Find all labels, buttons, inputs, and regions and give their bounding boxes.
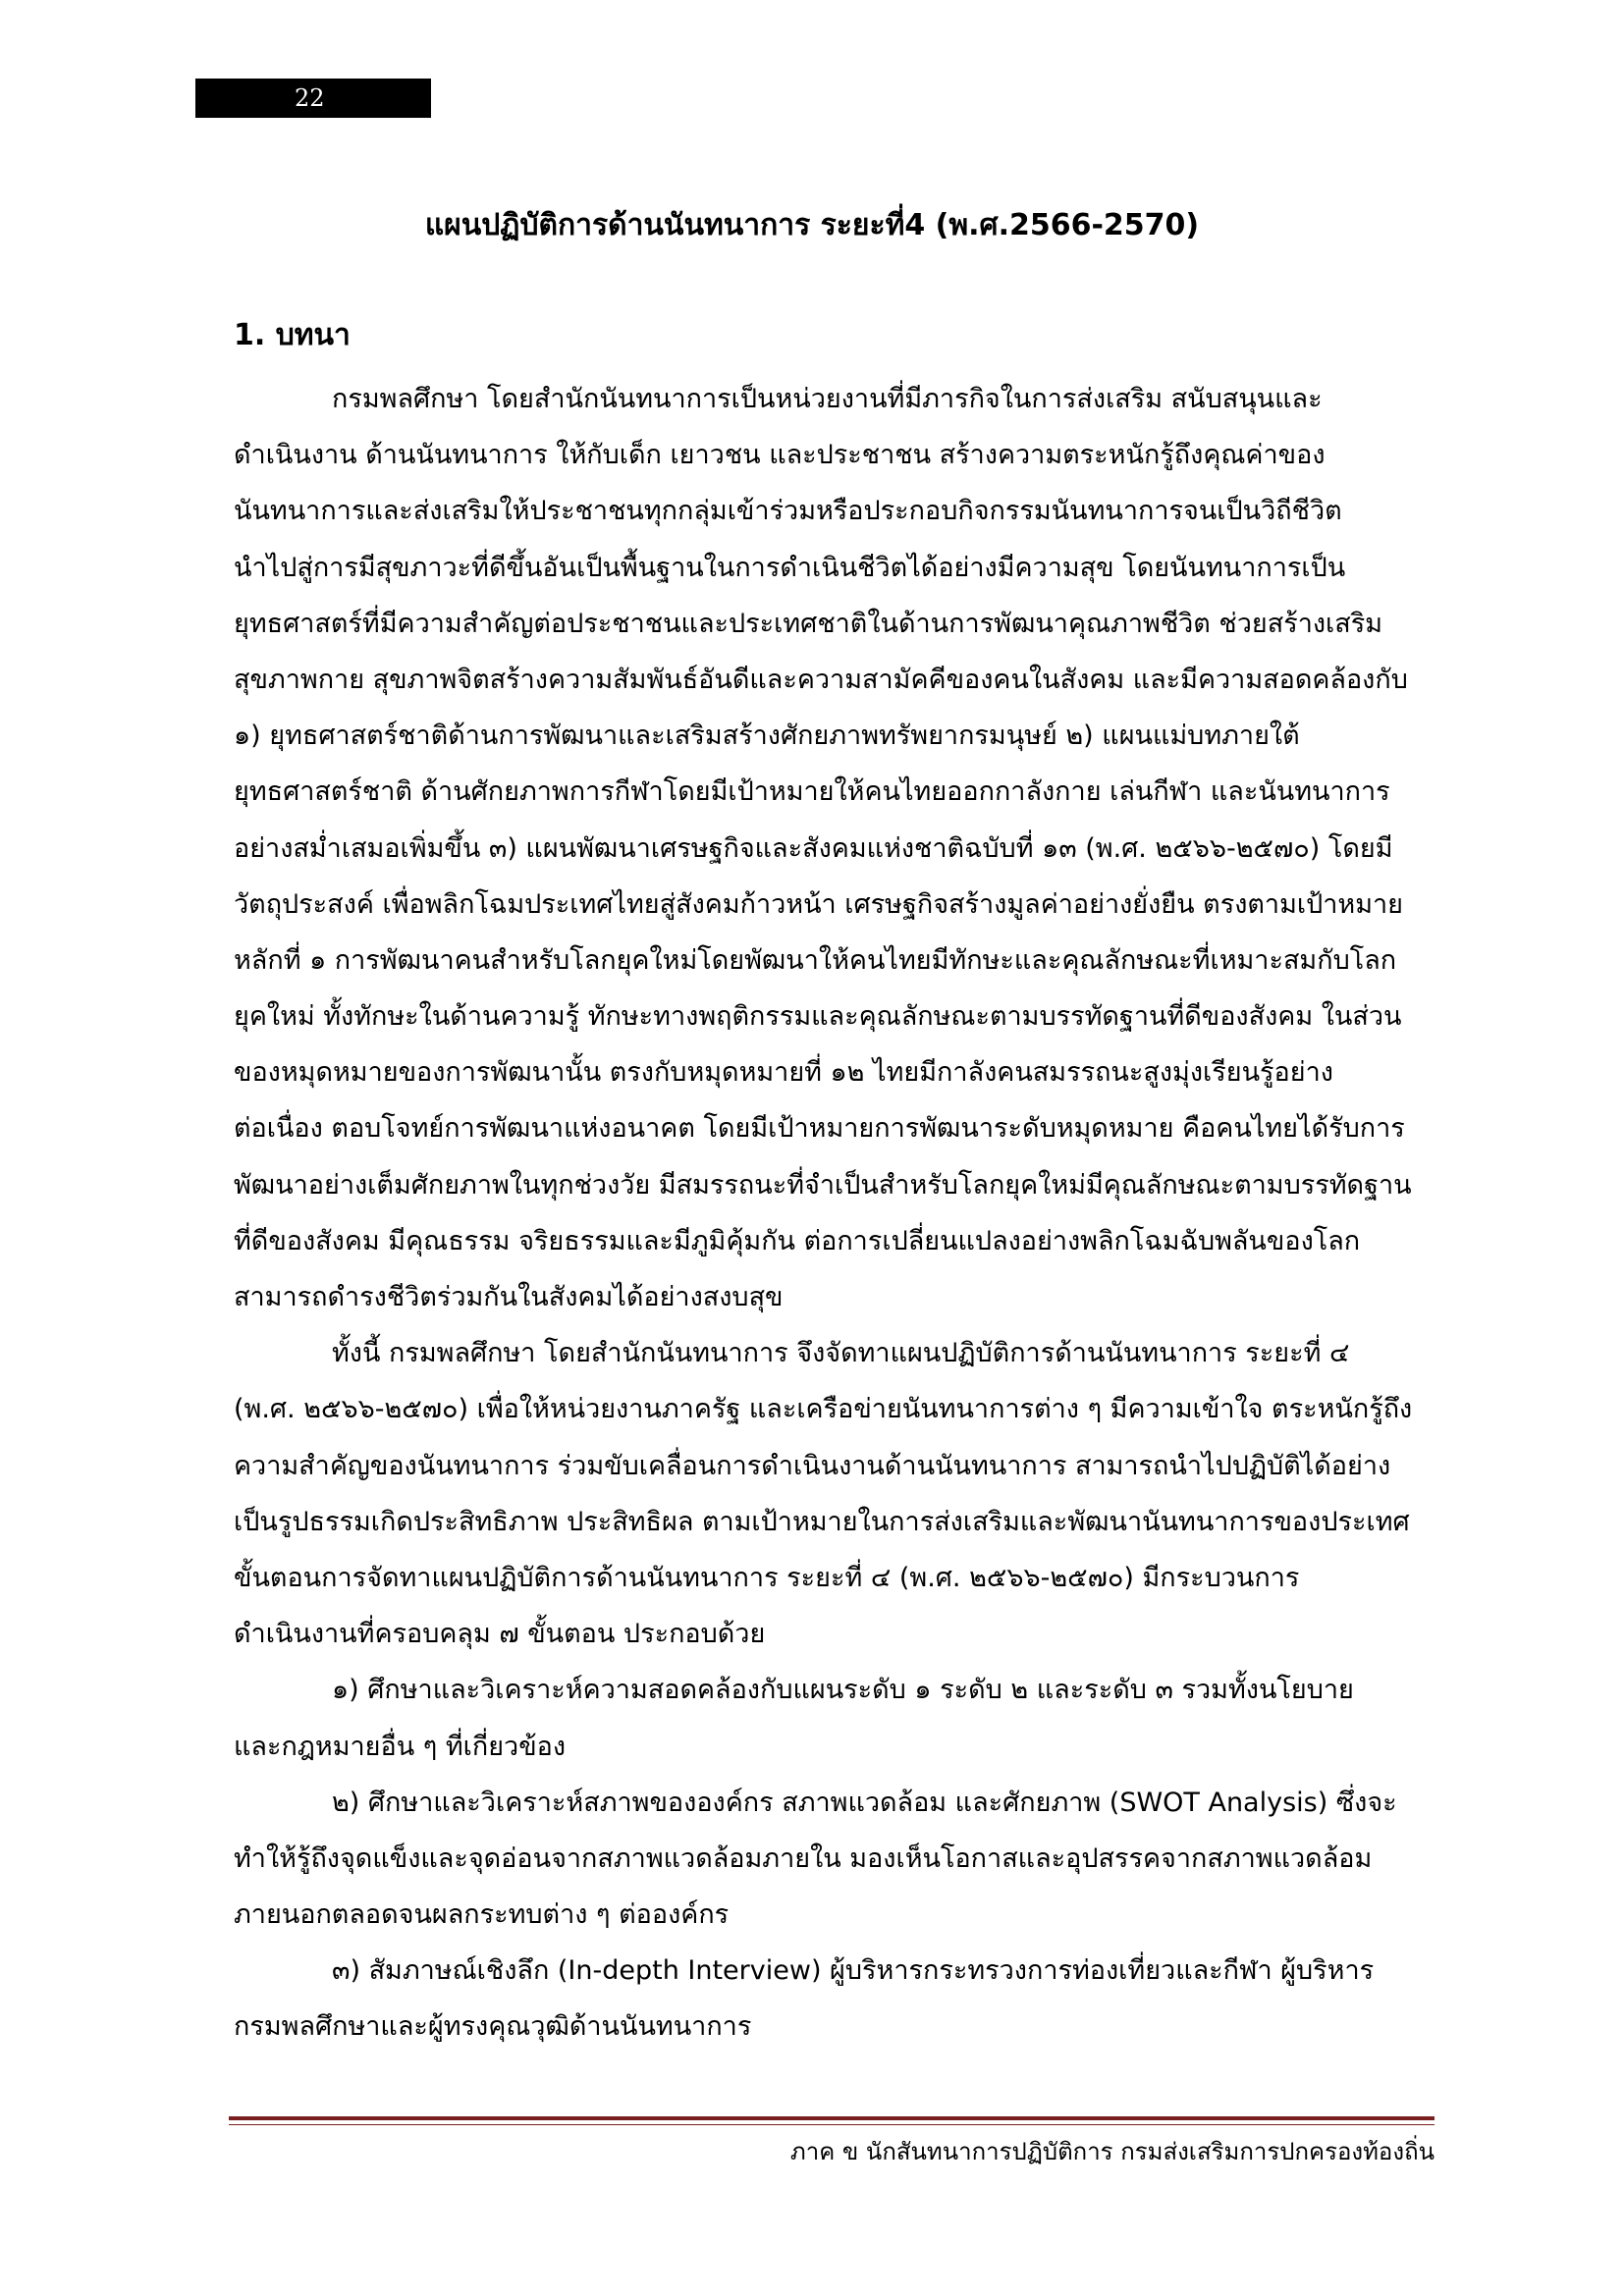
paragraph-line: ทั้งนี้ กรมพลศึกษา โดยสำนักนันทนาการ จึงจัดทาแผนปฏิบัติการด้านนันทนาการ ระยะที่ ๔ bbox=[332, 1338, 1350, 1369]
list-item-line: ๒) ศึกษาและวิเคราะห์สภาพขององค์กร สภาพแวดล้อม และศักยภาพ (SWOT Analysis) ซึ่งจะ bbox=[332, 1787, 1397, 1818]
list-item-line: ทำให้รู้ถึงจุดแข็งและจุดอ่อนจากสภาพแวดล้อมภายใน มองเห็นโอกาสและอุปสรรคจากสภาพแวดล้อม bbox=[234, 1842, 1373, 1874]
paragraph-line: ดำเนินงาน ด้านนันทนาการ ให้กับเด็ก เยาวชน และประชาชน สร้างความตระหนักรู้ถึงคุณค่าของ bbox=[234, 440, 1326, 471]
paragraph-line: ยุทธศาสตร์ที่มีความสำคัญต่อประชาชนและประเทศชาติในด้านการพัฒนาคุณภาพชีวิต ช่วยสร้างเสริม bbox=[234, 608, 1383, 639]
paragraph-line: ๑) ยุทธศาสตร์ชาติด้านการพัฒนาและเสริมสร้างศักยภาพทรัพยากรมนุษย์ ๒) แผนแม่บทภายใต้ bbox=[234, 721, 1300, 752]
footer-divider-thin bbox=[229, 2124, 1435, 2125]
paragraph-line: กรมพลศึกษา โดยสำนักนันทนาการเป็นหน่วยงานที่มีภารกิจในการส่งเสริม สนับสนุนและ bbox=[332, 384, 1323, 414]
paragraph-line: พัฒนาอย่างเต็มศักยภาพในทุกช่วงวัย มีสมรรถนะที่จำเป็นสำหรับโลกยุคใหม่มีคุณลักษณะตามบรรทัดฐาน bbox=[234, 1169, 1412, 1201]
footer-divider-thick bbox=[229, 2116, 1435, 2120]
paragraph-line: ขั้นตอนการจัดทาแผนปฏิบัติการด้านนันทนาการ ระยะที่ ๔ (พ.ศ. ๒๕๖๖-๒๕๗๐) มีกระบวนการ bbox=[234, 1562, 1300, 1593]
body-text bbox=[234, 371, 1434, 2056]
paragraph-line: นันทนาการและส่งเสริมให้ประชาชนทุกกลุ่มเข้าร่วมหรือประกอบกิจกรรมนันทนาการจนเป็นวิถีชีวิต bbox=[234, 496, 1342, 527]
paragraph-line: ต่อเนื่อง ตอบโจทย์การพัฒนาแห่งอนาคต โดยมีเป้าหมายการพัฒนาระดับหมุดหมาย คือคนไทยได้รับการ bbox=[234, 1113, 1405, 1145]
paragraph-line: หลักที่ ๑ การพัฒนาคนสำหรับโลกยุคใหม่โดยพัฒนาให้คนไทยมีทักษะและคุณลักษณะที่เหมาะสมกับโลก bbox=[234, 944, 1397, 976]
footer-text: ภาค ข นักสันทนาการปฏิบัติการ กรมส่งเสริมการปกครองท้องถิ่น bbox=[789, 2138, 1435, 2165]
section-heading: 1. บทนา bbox=[234, 318, 351, 352]
paragraph-line: ยุคใหม่ ทั้งทักษะในด้านความรู้ ทักษะทางพฤติกรรมและคุณลักษณะตามบรรทัดฐานที่ดีของสังคม ในส่วน bbox=[234, 1001, 1402, 1033]
paragraph-line: (พ.ศ. ๒๕๖๖-๒๕๗๐) เพื่อให้หน่วยงานภาครัฐ และเครือข่ายนันทนาการต่าง ๆ มีความเข้าใจ ตระหนักรู้ถึง bbox=[234, 1394, 1413, 1425]
list-item-line: และกฎหมายอื่น ๆ ที่เกี่ยวข้อง bbox=[234, 1731, 567, 1762]
list-item-line: ๑) ศึกษาและวิเคราะห์ความสอดคล้องกับแผนระดับ ๑ ระดับ ๒ และระดับ ๓ รวมทั้งนโยบาย bbox=[332, 1675, 1354, 1706]
page-number: 22 bbox=[295, 84, 325, 112]
paragraph-line: ยุทธศาสตร์ชาติ ด้านศักยภาพการกีฬาโดยมีเป้าหมายให้คนไทยออกกาลังกาย เล่นกีฬา และนันทนาการ bbox=[234, 776, 1390, 808]
paragraph-line: ความสำคัญของนันทนาการ ร่วมขับเคลื่อนการดำเนินงานด้านนันทนาการ สามารถนำไปปฏิบัติได้อย่าง bbox=[234, 1450, 1391, 1481]
paragraph-line: ของหมุดหมายของการพัฒนานั้น ตรงกับหมุดหมายที่ ๑๒ ไทยมีกาลังคนสมรรถนะสูงมุ่งเรียนรู้อย่าง bbox=[234, 1057, 1333, 1089]
paragraph-line: อย่างสม่ำเสมอเพิ่มขึ้น ๓) แผนพัฒนาเศรษฐกิจและสังคมแห่งชาติฉบับที่ ๑๓ (พ.ศ. ๒๕๖๖-๒๕๗๐) โดยมี bbox=[234, 832, 1393, 864]
paragraph-line: ดำเนินงานที่ครอบคลุม ๗ ขั้นตอน ประกอบด้วย bbox=[234, 1619, 766, 1650]
paragraph-line: วัตถุประสงค์ เพื่อพลิกโฉมประเทศไทยสู่สังคมก้าวหน้า เศรษฐกิจสร้างมูลค่าอย่างยั่งยืน ตรงตามเป้าหมาย bbox=[234, 888, 1403, 920]
paragraph-line: นำไปสู่การมีสุขภาวะที่ดีขึ้นอันเป็นพื้นฐานในการดำเนินชีวิตได้อย่างมีความสุข โดยนันทนาการเป็น bbox=[234, 552, 1346, 583]
list-item-line: ๓) สัมภาษณ์เชิงลึก (In-depth Interview) ผู้บริหารกระทรวงการท่องเที่ยวและกีฬา ผู้บริหาร bbox=[332, 1955, 1375, 1987]
paragraph-line: สุขภาพกาย สุขภาพจิตสร้างความสัมพันธ์อันดีและความสามัคคีของคนในสังคม และมีความสอดคล้องกับ bbox=[234, 664, 1408, 695]
paragraph-line: ที่ดีของสังคม มีคุณธรรม จริยธรรมและมีภูมิคุ้มกัน ต่อการเปลี่ยนแปลงอย่างพลิกโฉมฉับพลันของโลก bbox=[234, 1225, 1361, 1256]
paragraph-line: สามารถดำรงชีวิตร่วมกันในสังคมได้อย่างสงบสุข bbox=[234, 1282, 784, 1312]
document-title: แผนปฏิบัติการด้านนันทนาการ ระยะที่4 (พ.ศ.2566-2570) bbox=[424, 208, 1200, 242]
list-item-line: กรมพลศึกษาและผู้ทรงคุณวุฒิด้านนันทนาการ bbox=[234, 2011, 752, 2043]
paragraph-line: เป็นรูปธรรมเกิดประสิทธิภาพ ประสิทธิผล ตามเป้าหมายในการส่งเสริมและพัฒนานันทนาการของประเทศ bbox=[234, 1506, 1410, 1537]
list-item-line: ภายนอกตลอดจนผลกระทบต่าง ๆ ต่อองค์กร bbox=[234, 1899, 730, 1931]
